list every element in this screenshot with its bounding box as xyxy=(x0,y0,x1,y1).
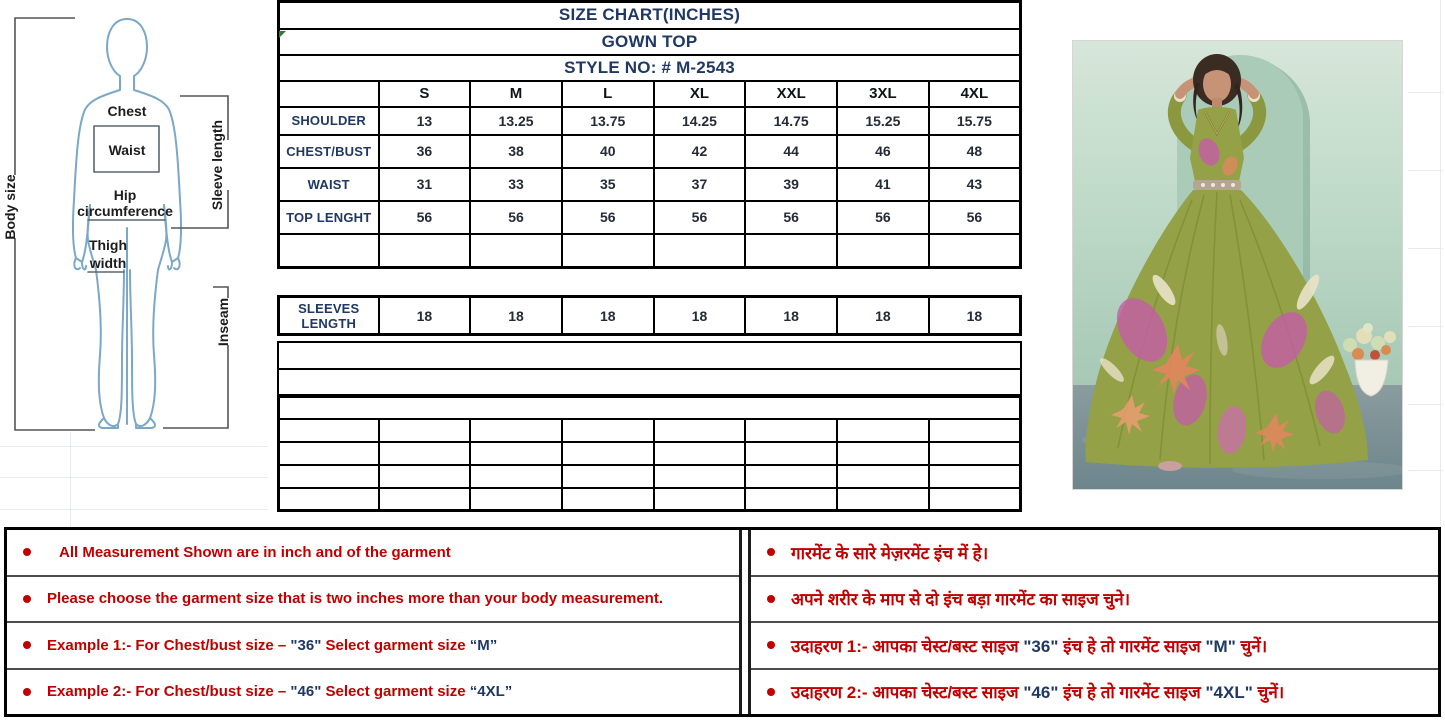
empty-cell xyxy=(837,488,929,510)
empty-cell xyxy=(279,465,379,488)
size-value: 15.25 xyxy=(837,107,929,135)
note-text: गारमेंट के सारे मेज़रमेंट इंच में हे। xyxy=(791,543,989,563)
size-value: 56 xyxy=(745,201,837,234)
size-value: 36 xyxy=(379,135,471,168)
bullet-icon xyxy=(767,548,775,556)
note-row xyxy=(7,530,739,577)
empty-cell xyxy=(470,488,562,510)
label-chest: Chest xyxy=(107,103,147,119)
note-text: Example 1:- For Chest/bust size – "36" Select garment size “M” xyxy=(47,636,498,654)
empty-cell xyxy=(470,442,562,465)
notes-hindi-column xyxy=(748,530,1438,714)
label-thigh-2: width xyxy=(89,255,127,271)
note-text: उदाहरण 1:- आपका चेस्ट/बस्ट साइज "36" इंच हे तो गारमेंट साइज "M" चुनें। xyxy=(791,636,1268,656)
product-photo-svg xyxy=(1072,40,1403,490)
note-text: उदाहरण 2:- आपका चेस्ट/बस्ट साइज "46" इंच हे तो गारमेंट साइज "4XL" चुनें। xyxy=(791,683,1285,703)
empty-cell xyxy=(929,419,1021,442)
empty-cell xyxy=(379,442,471,465)
size-value: 56 xyxy=(379,201,471,234)
empty-cell xyxy=(379,465,471,488)
note-text: All Measurement Shown are in inch and of the garment xyxy=(59,543,451,561)
body-outline xyxy=(73,19,181,428)
label-sleeve-length: Sleeve length xyxy=(209,119,225,211)
size-value: 37 xyxy=(654,168,746,201)
empty-cell xyxy=(929,234,1021,268)
empty-cell xyxy=(745,442,837,465)
size-value: 46 xyxy=(837,135,929,168)
size-value: 18 xyxy=(470,297,562,335)
empty-cell xyxy=(654,488,746,510)
bullet-icon xyxy=(23,641,31,649)
empty-rows-block xyxy=(277,341,1022,397)
empty-cell xyxy=(654,442,746,465)
empty-cell xyxy=(654,465,746,488)
size-col-header: XXL xyxy=(745,81,837,107)
body-measurement-diagram xyxy=(0,0,272,530)
size-value: 56 xyxy=(470,201,562,234)
size-col-header: L xyxy=(562,81,654,107)
size-col-header: S xyxy=(379,81,471,107)
empty-cell xyxy=(837,465,929,488)
size-col-header: 3XL xyxy=(837,81,929,107)
row-label: TOP LENGHT xyxy=(279,201,379,234)
label-hip-2: circumference xyxy=(77,203,173,219)
label-inseam: Inseam xyxy=(215,297,231,347)
sleeves-table-block xyxy=(277,295,1022,336)
size-value: 31 xyxy=(379,168,471,201)
size-value: 42 xyxy=(654,135,746,168)
cell-error-flag xyxy=(279,31,286,38)
empty-cell xyxy=(745,419,837,442)
size-value: 14.25 xyxy=(654,107,746,135)
note-row xyxy=(751,577,1438,624)
bullet-icon xyxy=(767,641,775,649)
size-col-header: M xyxy=(470,81,562,107)
bullet-icon xyxy=(767,688,775,696)
empty-cell xyxy=(929,488,1021,510)
note-text: Example 2:- For Chest/bust size – "46" Select garment size “4XL” xyxy=(47,683,513,701)
empty-cell xyxy=(929,442,1021,465)
label-hip-1: Hip xyxy=(113,187,137,203)
bullet-icon xyxy=(23,595,31,603)
empty-cell xyxy=(837,234,929,268)
size-value: 14.75 xyxy=(745,107,837,135)
size-value: 41 xyxy=(837,168,929,201)
empty-grid-block xyxy=(277,394,1022,512)
size-value: 56 xyxy=(562,201,654,234)
note-text: अपने शरीर के माप से दो इंच बड़ा गारमेंट का साइज चुने। xyxy=(791,590,1131,610)
empty-cell xyxy=(279,419,379,442)
empty-cell xyxy=(654,234,746,268)
size-value: 13.25 xyxy=(470,107,562,135)
empty-row xyxy=(279,370,1020,395)
empty-cell xyxy=(837,442,929,465)
size-value: 18 xyxy=(837,297,929,335)
gridline xyxy=(1408,170,1443,171)
size-col-header: XL xyxy=(654,81,746,107)
gridline xyxy=(1408,92,1443,93)
label-body-size: Body size xyxy=(2,174,18,240)
gridline xyxy=(1408,470,1443,471)
size-value: 18 xyxy=(379,297,471,335)
size-value: 15.75 xyxy=(929,107,1021,135)
size-value: 18 xyxy=(929,297,1021,335)
empty-cell xyxy=(470,234,562,268)
empty-cell xyxy=(562,234,654,268)
gridline xyxy=(1408,326,1443,327)
empty-cell xyxy=(379,488,471,510)
empty-cell xyxy=(379,419,471,442)
row-label: SHOULDER xyxy=(279,107,379,135)
size-value: 35 xyxy=(562,168,654,201)
size-value: 38 xyxy=(470,135,562,168)
empty-cell xyxy=(745,465,837,488)
size-value: 48 xyxy=(929,135,1021,168)
bullet-icon xyxy=(767,595,775,603)
empty-cell xyxy=(379,234,471,268)
size-value: 43 xyxy=(929,168,1021,201)
note-row xyxy=(751,670,1438,715)
empty-cell xyxy=(279,442,379,465)
row-label: SLEEVES LENGTH xyxy=(279,297,379,335)
row-label: CHEST/BUST xyxy=(279,135,379,168)
gridline xyxy=(1408,248,1443,249)
size-value: 18 xyxy=(745,297,837,335)
empty-cell xyxy=(470,465,562,488)
empty-cell xyxy=(562,465,654,488)
size-value: 13.75 xyxy=(562,107,654,135)
note-row xyxy=(7,623,739,670)
empty-row xyxy=(279,396,1021,419)
note-row xyxy=(7,577,739,624)
size-chart-table-block xyxy=(277,0,1022,269)
garment-type: GOWN TOP xyxy=(279,29,1021,55)
shoe xyxy=(1158,461,1182,471)
body-diagram-svg xyxy=(0,0,272,530)
size-value: 56 xyxy=(654,201,746,234)
row-label: WAIST xyxy=(279,168,379,201)
bullet-icon xyxy=(23,548,31,556)
product-photo xyxy=(1072,40,1403,490)
size-value: 56 xyxy=(837,201,929,234)
gridline xyxy=(1440,0,1441,527)
size-value: 39 xyxy=(745,168,837,201)
size-value: 44 xyxy=(745,135,837,168)
notes-english-column xyxy=(7,530,742,714)
empty-cell xyxy=(562,488,654,510)
bullet-icon xyxy=(23,688,31,696)
note-row xyxy=(751,530,1438,577)
empty-cell xyxy=(745,488,837,510)
note-row xyxy=(751,623,1438,670)
label-waist: Waist xyxy=(108,142,146,158)
size-value: 18 xyxy=(654,297,746,335)
empty-cell xyxy=(837,419,929,442)
size-value: 18 xyxy=(562,297,654,335)
empty-cell xyxy=(562,419,654,442)
size-value: 56 xyxy=(929,201,1021,234)
empty-cell xyxy=(562,442,654,465)
empty-cell xyxy=(470,419,562,442)
size-value: 33 xyxy=(470,168,562,201)
note-text: Please choose the garment size that is two inches more than your body measurement. xyxy=(47,590,664,608)
chart-title: SIZE CHART(INCHES) xyxy=(279,2,1021,29)
empty-row xyxy=(279,343,1020,370)
notes-section xyxy=(4,527,1441,717)
style-number: STYLE NO: # M-2543 xyxy=(279,55,1021,81)
note-row xyxy=(7,670,739,715)
size-value: 13 xyxy=(379,107,471,135)
corner-cell xyxy=(279,81,379,107)
empty-cell xyxy=(279,488,379,510)
empty-cell xyxy=(279,234,379,268)
size-value: 40 xyxy=(562,135,654,168)
empty-cell xyxy=(745,234,837,268)
label-thigh-1: Thigh xyxy=(88,237,128,253)
empty-cell xyxy=(654,419,746,442)
gridline xyxy=(1408,404,1443,405)
size-col-header: 4XL xyxy=(929,81,1021,107)
empty-cell xyxy=(929,465,1021,488)
